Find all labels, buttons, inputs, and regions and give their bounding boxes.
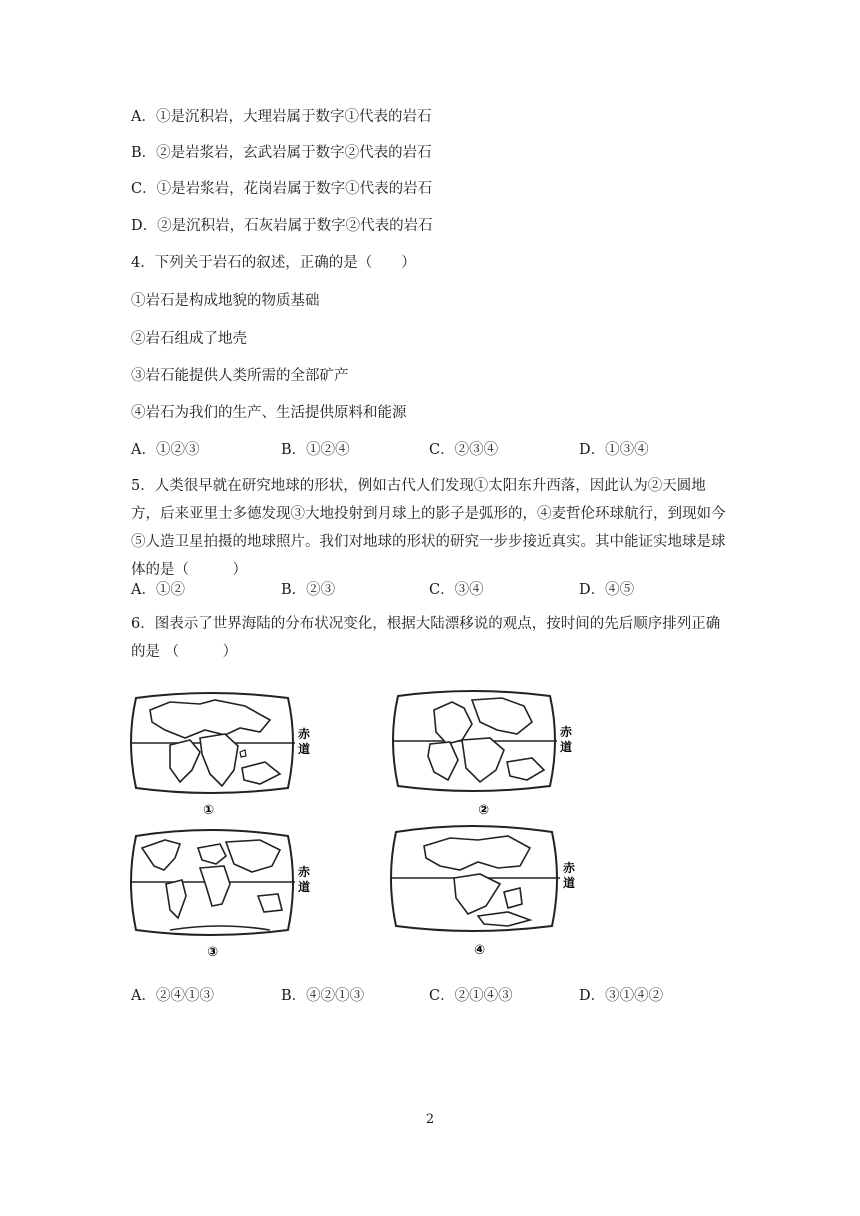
q6-option-b: B．④②①③ <box>281 988 365 1004</box>
q4-option-c: C．②③④ <box>429 442 499 458</box>
q4-option-b: B．①②④ <box>281 442 350 458</box>
map-3-equator-label-2: 道 <box>298 880 311 894</box>
q3-option-a: A．①是沉积岩，大理岩属于数字①代表的岩石 <box>131 109 432 125</box>
map-2-equator-label-2: 道 <box>560 740 573 754</box>
q4-item-1: ①岩石是构成地貌的物质基础 <box>131 293 320 309</box>
q6-option-c: C．②①④③ <box>429 988 513 1004</box>
q3-option-b: B．②是岩浆岩，玄武岩属于数字②代表的岩石 <box>131 145 432 161</box>
map-4-equator-label-1: 赤 <box>563 861 576 875</box>
q4-options <box>131 440 751 460</box>
map-4-label: ④ <box>474 943 486 958</box>
q4-item-3: ③岩石能提供人类所需的全部矿产 <box>131 368 349 384</box>
map-1 <box>130 690 315 820</box>
map-3-equator-label-1: 赤 <box>298 865 311 879</box>
q5-options <box>131 580 751 600</box>
map-4 <box>390 822 585 960</box>
q6-option-d: D．③①④② <box>579 988 664 1004</box>
q5-option-c: C．③④ <box>429 582 484 598</box>
q3-option-c: C．①是岩浆岩，花岗岩属于数字①代表的岩石 <box>131 181 433 197</box>
map-2 <box>392 688 582 818</box>
q4-item-4: ④岩石为我们的生产、生活提供原料和能源 <box>131 405 407 421</box>
map-3 <box>130 826 315 961</box>
q4-item-2: ②岩石组成了地壳 <box>131 331 247 347</box>
q5-stem: 5．人类很早就在研究地球的形状，例如古代人们发现①太阳东升西落，因此认为②天圆地方，后来亚里士多德发现③大地投射到月球上的影子是弧形的，④麦哲伦环球航行，到现如今⑤人造卫星拍摄的地球照片。我们对地球的形状的研究一步步接近真实。其中能证实地球是球体的是（ ） <box>131 478 726 578</box>
q5-option-b: B．②③ <box>281 582 336 598</box>
page-number: 2 <box>425 1112 435 1127</box>
q5-option-a: A．①② <box>131 582 185 598</box>
q3-option-d: D．②是沉积岩，石灰岩属于数字②代表的岩石 <box>131 218 433 234</box>
map-4-equator-label-2: 道 <box>563 876 576 890</box>
q5-option-d: D．④⑤ <box>579 582 635 598</box>
map-1-equator-label-2: 道 <box>298 742 311 756</box>
q6-option-a: A．②④①③ <box>131 988 214 1004</box>
map-2-label: ② <box>478 803 490 818</box>
q6-stem: 6．图表示了世界海陆的分布状况变化，根据大陆漂移说的观点，按时间的先后顺序排列正确的是 （ ） <box>131 616 721 660</box>
map-1-equator-label-1: 赤 <box>298 727 311 741</box>
q6-options <box>131 986 751 1006</box>
q4-option-a: A．①②③ <box>131 442 200 458</box>
map-2-equator-label-1: 赤 <box>560 725 573 739</box>
map-1-label: ① <box>203 803 215 818</box>
q4-option-d: D．①③④ <box>579 442 649 458</box>
map-3-label: ③ <box>207 945 219 960</box>
q4-stem: 4．下列关于岩石的叙述，正确的是（ ） <box>131 255 416 271</box>
